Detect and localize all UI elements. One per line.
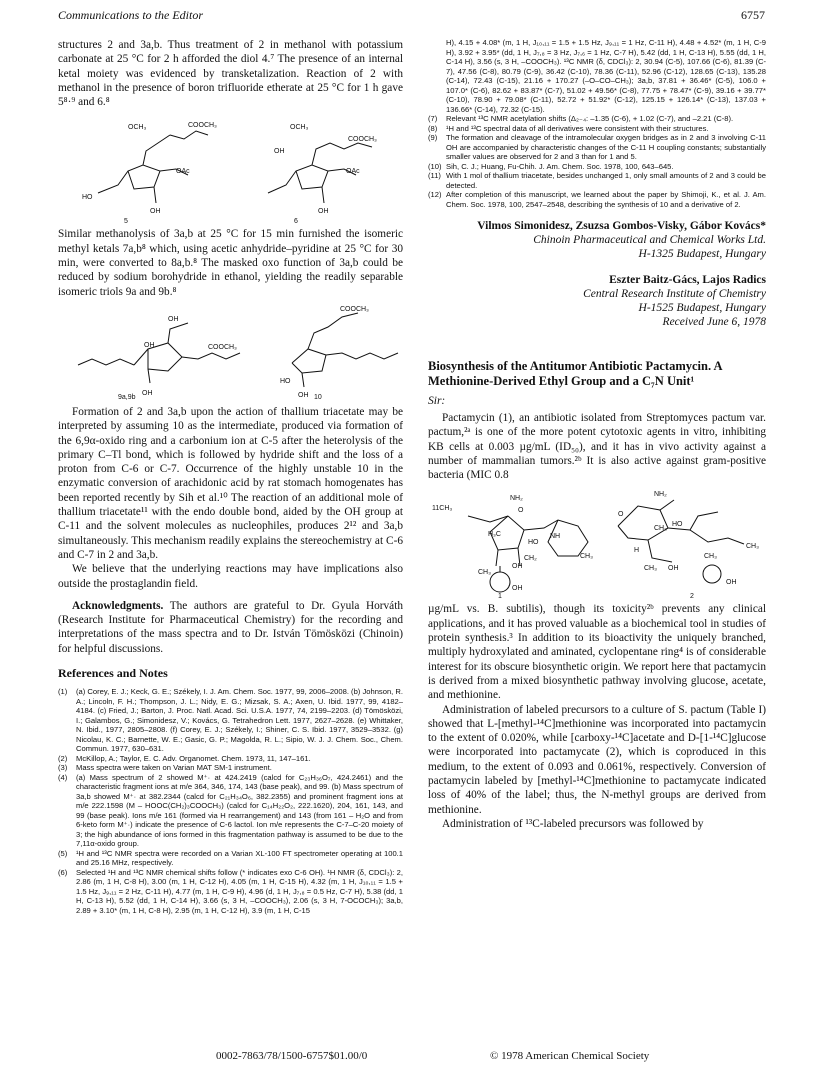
running-header-journal: Communications to the Editor [58, 8, 203, 22]
affiliation: Central Research Institute of Chemistry [583, 288, 766, 300]
svg-text:CH₃: CH₃ [654, 525, 667, 533]
author-block-1 [428, 219, 766, 261]
svg-text:HO: HO [82, 194, 93, 202]
right-column [428, 38, 766, 831]
author-names: Eszter Baitz-Gács, Lajos Radics [609, 274, 766, 286]
reference-item: (5) ¹H and ¹³C NMR spectra were recorded on a Varian XL-100 FT spectrometer operating at 100.1 and 25.16 MHz, respectively. [58, 848, 403, 868]
svg-text:O: O [618, 511, 624, 519]
reference-item: (2) McKillop, A.; Taylor, E. C. Adv. Organomet. Chem. 1973, 11, 147–161. [58, 753, 311, 763]
affiliation: Chinoin Pharmaceutical and Chemical Works Ltd. [533, 234, 766, 246]
reference-item: (12) After completion of this manuscript, we learned about the paper by Shimoji, K., et al. J. Am. Chem. Soc. 1978, 100, 2547–2548, describing the synthesis of 10 and a derivative of 2. [428, 190, 766, 209]
svg-text:OH: OH [142, 389, 153, 397]
svg-text:HO: HO [672, 521, 683, 529]
affiliation-address: H-1325 Budapest, Hungary [638, 248, 766, 260]
paragraph-implications: We believe that the underlying reactions may have implications also outside the prostaglandin field. [58, 563, 403, 590]
acknowledgments [58, 599, 403, 656]
footer-copyright: © 1978 American Chemical Society [490, 1050, 650, 1062]
reference-item: H), 4.15 + 4.08* (m, 1 H, J₁₀,₁₁ = 1.5 + 1.5 Hz, J₉,₁₁ = 1 Hz, C-11 H), 4.48 + 4.52* (m, 1 H, C-9 H), 3.92 + 3.95* (dd, 1 H, J₇,₈ = 3 Hz, J₇,₆ = 1 Hz, C-7 H), 5.42 (dd, 1 H, C-13 H), 5.55 (dd, 1 H, C-14 H), 3.56 (s, 3 H, –COOCH₃). ¹³C NMR (δ, CDCl₃): 2, 30.94 (C-5), 107.66 (C-6), 81.39 (C-7), 47.56 (C-8), 80.79 (C-9), 36.42 (C-10), 78.36 (C-11), 52.96 (C-12), 128.65 (C-13), 135.28 (C-14), 72.43 (C-15), 21.16 + 170.27 (–O–CO–CH₃); 3a,b, 37.81 + 36.46* (C-5), 106.0 + 107.0* (C-6), 82.62 + 83.87* (C-7), 51.02 + 49.56* (C-8), 77.75 + 78.47* (C-9), 39.16 + 39.77* (C-10), 78.90 + 79.08* (C-11), 52.72 + 51.92* (C-12), 125.15 + 126.14* (C-13), 137.03 + 136.66* (C-14), 72.32 (C-15). [446, 38, 766, 114]
paragraph-pactamycin: Pactamycin (1), an antibiotic isolated from Streptomyces pactum var. pactum,²ᵃ is one of the more potent cytotoxic agents in vitro, inhibiting KB cells at 0.003 µg/mL (ID₅₀), and it has in vivo activity against a number of mammalian tumors.²ᵇ It is also active against gram-positive bacteria (MIC 0.8 [428, 412, 766, 482]
compound-label-2: 2 [690, 593, 694, 599]
structure-figure-pactamycin [428, 486, 766, 598]
svg-text:OH: OH [512, 585, 523, 593]
svg-text:OH: OH [726, 579, 737, 587]
svg-text:NH₂: NH₂ [654, 491, 667, 499]
author-names: Vilmos Simonidesz, Zsuzsa Gombos-Visky, Gábor Kovács* [477, 220, 766, 232]
svg-text:OH: OH [298, 391, 309, 399]
reference-item: (3) Mass spectra were taken on Varian MAT SM-1 instrument. [58, 763, 272, 773]
svg-text:OH: OH [512, 563, 523, 571]
svg-text:H₃C: H₃C [488, 531, 501, 539]
paragraph-13c-labeled: Administration of ¹³C-labeled precursors was followed by [442, 817, 704, 830]
references-list-continued [428, 38, 766, 209]
svg-text:OAc: OAc [176, 168, 190, 176]
reference-item: (7) Relevant ¹³C NMR acetylation shifts (Δ₂₋₄: –1.35 (C-6), + 1.02 (C-7), and –2.21 (C-8). [428, 114, 734, 123]
compound-label-1: 1 [498, 593, 502, 599]
references-list [58, 687, 403, 915]
salutation: Sir: [428, 395, 446, 407]
svg-text:CH₂: CH₂ [524, 555, 537, 563]
svg-text:OH: OH [668, 565, 679, 573]
article-title: Biosynthesis of the Antitumor Antibiotic Pactamycin. A Methionine-Derived Ethyl Group and a C₇N Unit¹ [428, 359, 722, 388]
compound-label-6: 6 [294, 218, 298, 224]
svg-text:COOCH₃: COOCH₃ [340, 305, 369, 313]
left-column [58, 38, 403, 915]
paragraph-bioactivity: µg/mL vs. B. subtilis), though its toxicity²ᵇ prevents any clinical applications, and it has proved valuable as a biochemical tool in studies of protein synthesis.³ In addition to its bioactivity the uniquely branched, multiply hydroxylated and aminated, cyclopentane ring⁴ is of considerable interest for its obscure biosynthetic origin. We report here that pactamycin is derived from a mixed biosynthetic pathway involving glucose, acetate, and methionine. [428, 603, 766, 702]
paragraph-methanolysis: Similar methanolysis of 3a,b at 25 °C for 15 min furnished the isomeric methyl ketals 7a,b⁸ which, using acetic anhydride–pyridine at 25 °C for 30 min, were converted to 8a,b.⁸ The masked oxo function of 3a,b could be reduced by sodium borohydride in ethanol, yielding the readily separable isomeric triols 9a and 9b.⁸ [58, 228, 403, 298]
svg-text:COOCH₃: COOCH₃ [188, 122, 217, 130]
svg-text:COOCH₃: COOCH₃ [208, 343, 237, 351]
svg-text:HO: HO [528, 539, 539, 547]
reference-item: (10) Sih, C. J.; Huang, Fu-Chih. J. Am. Chem. Soc. 1978, 100, 643–645. [428, 161, 674, 171]
compound-label-5: 5 [124, 218, 128, 224]
svg-text:CH₃: CH₃ [580, 553, 593, 561]
svg-text:HO: HO [280, 377, 291, 385]
svg-text:OH: OH [168, 315, 179, 323]
received-date: Received June 6, 1978 [662, 316, 766, 328]
svg-text:CH₃: CH₃ [704, 553, 717, 561]
references-heading: References and Notes [58, 666, 168, 681]
svg-text:OH: OH [150, 208, 161, 216]
reference-item: (6) Selected ¹H and ¹³C NMR chemical shifts follow (* indicates exo C-6 OH). ¹H NMR (δ, CDCl₃): 2, 2.86 (m, 1 H, C-8 H), 3.00 (m, 1 H, C-12 H), 4.05 (m, 1 H, C-15 H), 4.32 (m, 1 H, J₁₀,₁₁ = 1.5 + 1.5 Hz, J₉,₁₁ = 2 Hz, C-11 H), 4.77 (m, 1 H, C-9 H), 4.96 (d, 1 H, J₇,₈ = 0.5 Hz, C-7 H), 5.38 (dd, 1 H, C-13 H), 5.52 (dd, 1 H, C-14 H), 3.66 (s, 3 H, –COOCH₃), 2.06 (s, 3 H, 7-OCOCH₃); 3a,b, 2.89 + 3.10* (m, 1 H, C-8 H), 2.95 (m, 1 H, C-12 H), 3.9 (m, 1 H, C-15 [58, 867, 403, 915]
paragraph-structures: structures 2 and 3a,b. Thus treatment of 2 in methanol with potassium carbonate at 25 °C for 2 h afforded the diol 4.⁷ The presence of an internal ketal moiety was evidenced by transketalization. Reaction of 2 with methanol in the presence of boron trifluoride etherate at 25 °C for 1 h gave 5⁸·⁹ and 6.⁸ [58, 39, 403, 109]
page-number: 6757 [741, 8, 765, 22]
svg-text:OH: OH [144, 341, 155, 349]
svg-text:COOCH₃: COOCH₃ [348, 136, 377, 144]
svg-text:H: H [634, 547, 640, 555]
compound-label-9a-9b: 9a,9b [118, 393, 136, 401]
svg-text:OH: OH [274, 148, 285, 156]
svg-text:OCH₃: OCH₃ [290, 124, 309, 132]
reference-item: (9) The formation and cleavage of the intramolecular oxygen bridges as in 2 and 3 involving C-11 OH are accompanied by characteristic changes of the C-11 H coupling constants; substantially smaller values are observed for 2 and 3 than for 1 and 5. [428, 133, 766, 161]
structure-figure-9-10 [58, 303, 403, 401]
reference-item: (1) (a) Corey, E. J.; Keck, G. E.; Székely, I. J. Am. Chem. Soc. 1977, 99, 2006–2008. (b) Johnson, R. A.; Lincoln, F. H.; Thompson, J. L.; Nidy, E. G.; Mizsak, S. A.; Axen, U. Ibid. 1977, 99, 4182–4184. (c) Fried, J.; Barton, J. Proc. Natl. Acad. Sci. U.S.A. 1977, 74, 2199–2203. (d) Tömösközi, I.; Galambos, G.; Simonidesz, V.; Kovács, G. Tetrahedron Lett. 1977, 2627–2628. (e) Whittaker, N. Ibid., 1977, 2805–2808. (f) Corey, E. J.; Székely, I.; Shiner, C. S. Ibid. 1977, 3529–3532. (g) Nicolau, K. C.; Barnette, W. E.; Gasic, G. P.; Magolda, R. L.; Sipio, W. J. J. Chem. Soc., Chem. Commun. 1977, 630–631. [58, 687, 403, 754]
paragraph-formation: Formation of 2 and 3a,b upon the action of thallium triacetate may be interpreted by assuming 10 as the intermediate, produced via formation of the 6,9α-oxido ring and a carbonium ion at C-5 after the heterolysis of the primary C–Tl bond, which is followed by hydride shift and the loss of a proton from C-6 or C-7. Occurrence of the highly unstable 10 in the enzymatic conversion of arachidonic acid by rat stomach homogenates has been reported recently by Sih et al.¹⁰ The reaction of an additional mole of thallium triacetate¹¹ with the endo double bond, aided by the OH group at C-11 and the solvent molecules as nucleophiles, produces 2¹² and 3a,b simultaneously. This mechanism readily explains the stereochemistry at C-6 and C-7 in 2 and 3a,b. [58, 405, 403, 561]
svg-text:OAc: OAc [346, 168, 360, 176]
reference-item: (4) (a) Mass spectrum of 2 showed M⁺· at 424.2419 (calcd for C₂₃H₃₆O₇, 424.2461) and the characteristic fragment ions at m/e 364, 346, 174, 143 (base peak), and 99. (b) Mass spectrum of 3a,b showed M⁺· at 382.2344 (calcd for C₂₁H₃₄O₆, 382.2355) and prominent fragment ions at m/e 222.1598 (M – HOOC(CH₂)₃COOCH₃) (calcd for C₁₄H₂₂O₂, 222.1620), 204, 161, 143, and 99 (base peak). Ions m/e 161 (formed via H rearrangement) and 143 (from 161 – H₂O and from 6-keto form M⁺·) indicate the presence of C-6 lactol. Ion m/e represents the C-7–C-20 moiety of 3; the high abundance of ions formed in this fragmentation pathway is assumed to be due to the 7,11α-oxido group. [58, 772, 403, 849]
acknowledgments-heading: Acknowledgments. [72, 599, 164, 612]
svg-text:CH₃: CH₃ [478, 569, 491, 577]
footer-code: 0002-7863/78/1500-6757$01.00/0 [216, 1050, 368, 1062]
reference-item: (11) With 1 mol of thallium triacetate, besides unchanged 1, only small amounts of 2 and 3 could be detected. [428, 171, 766, 190]
svg-text:NH: NH [550, 533, 561, 541]
reference-item: (8) ¹H and ¹³C spectral data of all derivatives were consistent with their structures. [428, 123, 709, 133]
svg-text:NH₂: NH₂ [510, 495, 523, 503]
compound-label-10: 10 [314, 393, 322, 401]
svg-text:OH: OH [318, 208, 329, 216]
structure-figure-5-6 [58, 113, 403, 223]
acknowledgments-text: The authors are grateful to Dr. Gyula Horváth (Research Institute for Pharmaceutical Chemistry) for the recording and interpretations of the mass spectra and to Dr. István Tömösközi (Chinoin) for helpful discussions. [58, 599, 403, 655]
affiliation-address: H-1525 Budapest, Hungary [638, 302, 766, 314]
svg-text:O: O [518, 507, 524, 515]
svg-text:11CH₃: 11CH₃ [432, 505, 453, 513]
svg-text:OCH₃: OCH₃ [128, 124, 147, 132]
svg-text:CH₃: CH₃ [644, 565, 657, 573]
svg-text:CH₃: CH₃ [746, 543, 759, 551]
author-block-2 [428, 273, 766, 329]
paragraph-labeled-precursors: Administration of labeled precursors to a culture of S. pactum (Table I) showed that L-[methyl-¹⁴C]methionine was incorporated into pactamycin to the extent of 0.020%, while [carboxy-¹⁴C]acetate and D-[1-¹⁴C]glucose were incorporated into pactamycate (2), which is coproduced in this medium, to the extent of 0.093 and 0.061%, respectively. Conversion of pactamycin labeled by [methyl-¹⁴C]methionine to pactamycate indicated loss of 40% of the label; thus, the N-methyl groups are derived from methionine. [428, 703, 766, 816]
